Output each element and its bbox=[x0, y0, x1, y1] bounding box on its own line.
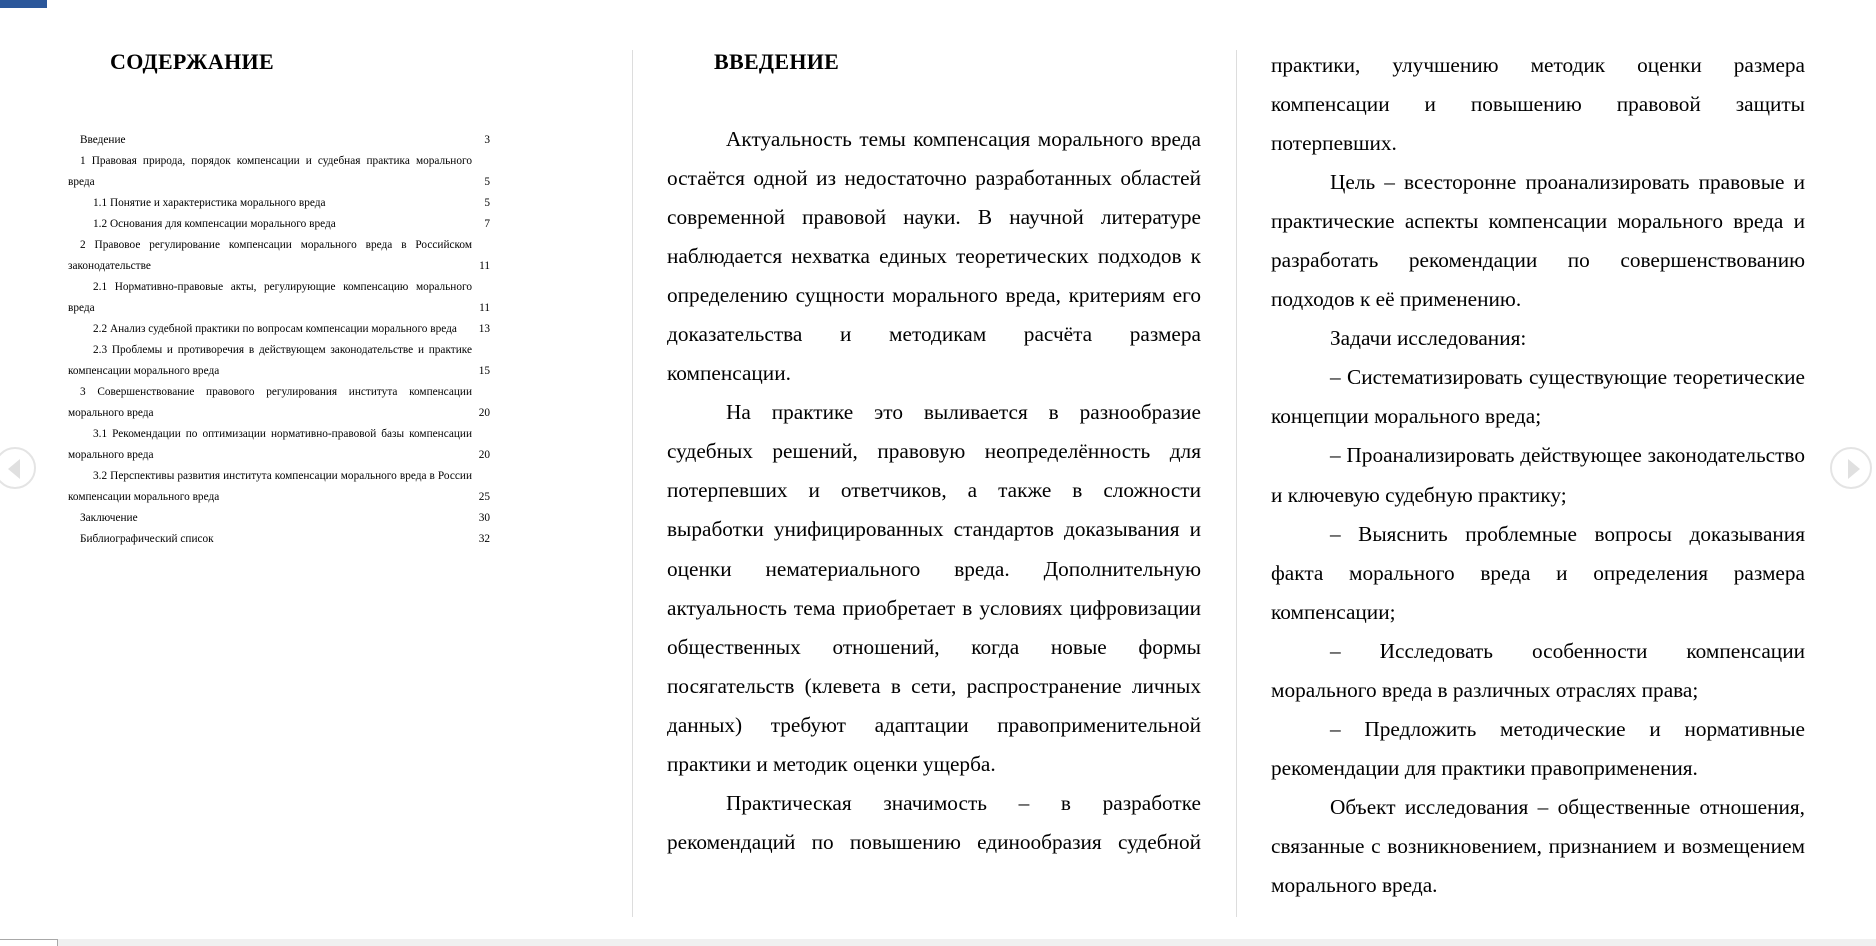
intro-paragraph: На практике это выливается в разнообразие судебных решений, правовую неопределённость для потерпевших и ответчиков, а также в сложности выработки унифицированных стандартов доказывания и оценки нематериального вреда. Дополнительную актуальность тема приобретает в условиях цифровизации общественных отношений, когда новые формы посягательств (клевета в сети, распространение личных данных) требуют адаптации правоприменительной практики и методик оценки ущерба. bbox=[667, 400, 1201, 776]
continuation-body bbox=[1271, 46, 1805, 905]
toc-entry-page: 13 bbox=[478, 323, 490, 335]
toc-entry-title: 2.3 Проблемы и противоречия в действующем законодательстве и практике компенсации морального вреда bbox=[68, 344, 472, 377]
table-of-contents bbox=[68, 130, 490, 550]
toc-entry-page: 25 bbox=[478, 491, 490, 503]
toc-entry-title: 3.1 Рекомендации по оптимизации нормативно-правовой базы компенсации морального вреда bbox=[68, 428, 472, 461]
toc-entry[interactable] bbox=[68, 508, 490, 529]
toc-heading: СОДЕРЖАНИЕ bbox=[110, 49, 274, 74]
toc-entry[interactable] bbox=[68, 340, 490, 382]
toc-entry-title: Библиографический список bbox=[80, 533, 214, 545]
toc-entry-title: Заключение bbox=[80, 512, 138, 524]
toc-entry-page: 32 bbox=[478, 533, 490, 545]
toc-entry[interactable] bbox=[68, 130, 490, 151]
toc-entry-page: 20 bbox=[478, 449, 490, 461]
toc-entry[interactable] bbox=[68, 235, 490, 277]
toc-entry-page: 30 bbox=[478, 512, 490, 524]
task-item: – Проанализировать действующее законодательство и ключевую судебную практику; bbox=[1271, 443, 1805, 507]
toc-entry-title: 2.1 Нормативно-правовые акты, регулирующие компенсацию морального вреда bbox=[68, 281, 472, 314]
body-paragraph: Цель – всесторонне проанализировать правовые и практические аспекты компенсации морального вреда и разработать рекомендации по совершенствованию подходов к её применению. bbox=[1271, 170, 1805, 312]
toc-entry[interactable] bbox=[68, 466, 490, 508]
toc-entry[interactable] bbox=[68, 193, 490, 214]
task-item: – Предложить методические и нормативные рекомендации для практики правоприменения. bbox=[1271, 716, 1805, 780]
toc-entry-page: 15 bbox=[478, 365, 490, 377]
toc-entry-page: 20 bbox=[478, 407, 490, 419]
toc-entry[interactable] bbox=[68, 214, 490, 235]
body-paragraph: Объект исследования – общественные отношения, связанные с возникновением, признанием и возмещением морального вреда. bbox=[1271, 794, 1805, 897]
body-paragraph: Задачи исследования: bbox=[1330, 326, 1527, 351]
intro-paragraph: Практическая значимость – в разработке рекомендаций по повышению единообразия судебной bbox=[667, 790, 1201, 854]
toc-entry-title: 2.2 Анализ судебной практики по вопросам компенсации морального вреда bbox=[93, 323, 457, 335]
toc-entry-page: 5 bbox=[484, 176, 490, 188]
toc-entry[interactable] bbox=[68, 529, 490, 550]
body-paragraph: практики, улучшению методик оценки размера компенсации и повышению правовой защиты потерпевших. bbox=[1271, 53, 1805, 156]
page-divider bbox=[632, 50, 633, 917]
horizontal-scrollbar-thumb[interactable] bbox=[0, 939, 58, 946]
toc-entry-title: 1 Правовая природа, порядок компенсации и судебная практика морального вреда bbox=[68, 155, 472, 188]
toc-entry-title: 2 Правовое регулирование компенсации морального вреда в Российском законодательстве bbox=[68, 239, 472, 272]
toc-entry[interactable] bbox=[68, 424, 490, 466]
toc-entry-title: 3 Совершенствование правового регулирования института компенсации морального вреда bbox=[68, 386, 472, 419]
task-item: – Исследовать особенности компенсации морального вреда в различных отраслях права; bbox=[1271, 638, 1805, 702]
task-item: – Систематизировать существующие теоретические концепции морального вреда; bbox=[1271, 365, 1805, 429]
intro-paragraph: Актуальность темы компенсация морального вреда остаётся одной из недостаточно разработанных областей современной правовой науки. В научной литературе наблюдается нехватка единых теоретических подходов к определению сущности морального вреда, критериям его доказательства и методикам расчёта размера компенсации. bbox=[667, 127, 1201, 386]
toc-entry[interactable] bbox=[68, 319, 490, 340]
page-divider bbox=[1236, 50, 1237, 917]
toc-entry[interactable] bbox=[68, 382, 490, 424]
toc-entry-page: 5 bbox=[484, 197, 490, 209]
chevron-left-icon bbox=[8, 459, 20, 479]
chevron-right-icon bbox=[1848, 459, 1860, 479]
toc-entry-page: 7 bbox=[484, 218, 490, 230]
horizontal-scrollbar-track[interactable] bbox=[0, 939, 1876, 946]
task-item: – Выяснить проблемные вопросы доказывания факта морального вреда и определения размера компенсации; bbox=[1271, 521, 1805, 624]
intro-body bbox=[667, 120, 1201, 862]
intro-heading: ВВЕДЕНИЕ bbox=[714, 49, 840, 74]
toc-entry-page: 11 bbox=[479, 260, 490, 272]
app-accent-mark bbox=[0, 0, 47, 8]
toc-entry-title: 1.2 Основания для компенсации морального вреда bbox=[93, 218, 336, 230]
toc-entry-title: 1.1 Понятие и характеристика морального вреда bbox=[93, 197, 326, 209]
next-page-button[interactable] bbox=[1830, 447, 1872, 489]
toc-entry[interactable] bbox=[68, 151, 490, 193]
toc-entry-page: 11 bbox=[479, 302, 490, 314]
previous-page-button[interactable] bbox=[0, 447, 36, 489]
toc-entry-title: Введение bbox=[80, 134, 126, 146]
toc-entry[interactable] bbox=[68, 277, 490, 319]
toc-entry-page: 3 bbox=[484, 134, 490, 146]
toc-entry-title: 3.2 Перспективы развития института компенсации морального вреда в России компенсации морального вреда bbox=[68, 470, 472, 503]
